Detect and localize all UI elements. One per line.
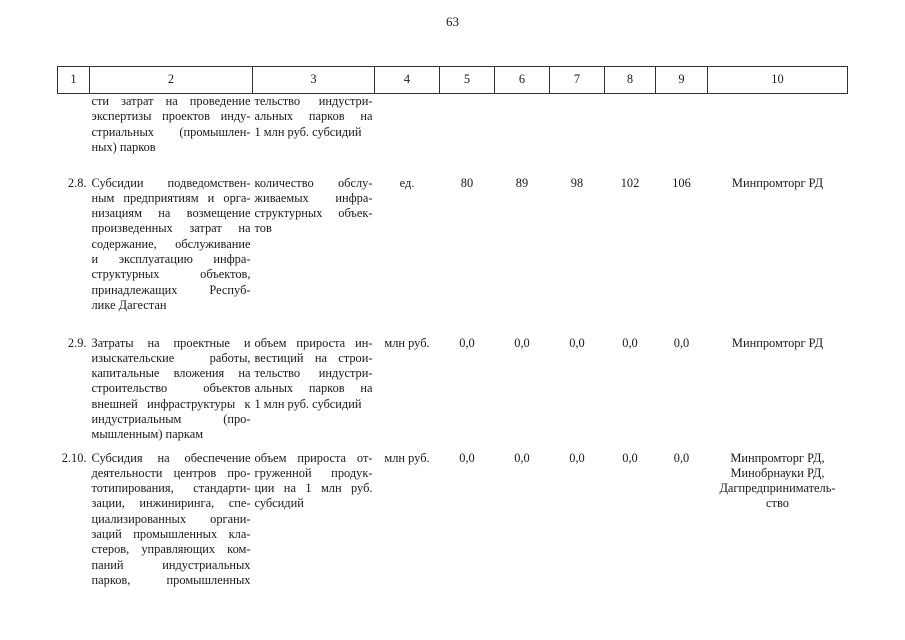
- page-number: 63: [446, 14, 459, 29]
- row-number: 2.10.: [61, 450, 87, 465]
- row-value: 0,0: [673, 450, 690, 465]
- table-row: [58, 336, 848, 451]
- table-header-row: [58, 67, 848, 94]
- row-indicator: объем прироста ин- вестиций на строи- тельство индустри- альных парков на 1 млн руб. субсидий: [254, 335, 373, 411]
- row-unit: млн руб.: [384, 450, 430, 465]
- row-executor: Минпромторг РД: [731, 335, 824, 350]
- row-unit: млн руб.: [384, 335, 430, 350]
- row-value: 102: [620, 175, 640, 190]
- row-description: Затраты на проектные и изыскательские работы, капитальные вложения на строительство объектов внешней инфраструктуры к индустриальным (про- мышленным) паркам: [91, 335, 251, 442]
- header-col-4: 4: [375, 67, 440, 94]
- row-value: 0,0: [622, 335, 638, 350]
- row-value: 0,0: [459, 450, 475, 465]
- row-value: 0,0: [514, 450, 530, 465]
- row-value: 0,0: [622, 450, 638, 465]
- header-col-8: 8: [605, 67, 656, 94]
- header-col-1: 1: [58, 67, 90, 94]
- table-row: [58, 176, 848, 336]
- row-value: 0,0: [514, 335, 530, 350]
- row-unit: ед.: [399, 175, 415, 190]
- table-row: [58, 451, 848, 589]
- row-number: 2.8.: [67, 175, 87, 190]
- row-value: 89: [515, 175, 529, 190]
- row-value: 98: [570, 175, 584, 190]
- header-col-9: 9: [656, 67, 708, 94]
- continuation-description: сти затрат на проведение экспертизы проектов инду- стриальных (промышлен- ных) парков: [91, 94, 251, 154]
- row-indicator: объем прироста от- груженной продук- ции на 1 млн руб. субсидий: [254, 450, 373, 511]
- continuation-indicator: тельство индустри- альных парков на 1 млн руб. субсидий: [254, 94, 373, 139]
- row-indicator: количество обслу- живаемых инфра- структурных объек- тов: [254, 175, 373, 236]
- row-description: Субсидия на обеспечение деятельности центров про- тотипирования, стандарти- зации, инжиниринга, спе- циализированных органи- заций промышленных кла- стеров, управляющих ком- паний индустриальных парков, промышленных: [91, 450, 251, 587]
- row-description: Субсидии подведомствен- ным предприятиям и орга- низациям на возмещение произведенных затрат на содержание, обслуживание и эксплуатацию инфра- структурных объектов, принадлежащих Респуб- лике Дагестан: [91, 175, 251, 312]
- header-col-2: 2: [90, 67, 253, 94]
- continuation-row: [58, 94, 848, 176]
- program-indicators-table: [57, 66, 848, 588]
- header-col-10: 10: [708, 67, 848, 94]
- row-number: 2.9.: [67, 335, 87, 350]
- row-value: 0,0: [569, 450, 585, 465]
- row-value: 80: [460, 175, 474, 190]
- row-value: 0,0: [569, 335, 585, 350]
- row-executor: Минпромторг РД, Минобрнауки РД, Дагпредприниматель- ство: [719, 450, 836, 511]
- header-col-6: 6: [495, 67, 550, 94]
- header-col-5: 5: [440, 67, 495, 94]
- row-executor: Минпромторг РД: [731, 175, 824, 190]
- header-col-7: 7: [550, 67, 605, 94]
- row-value: 0,0: [673, 335, 690, 350]
- row-value: 0,0: [459, 335, 475, 350]
- row-value: 106: [672, 175, 691, 190]
- header-col-3: 3: [253, 67, 375, 94]
